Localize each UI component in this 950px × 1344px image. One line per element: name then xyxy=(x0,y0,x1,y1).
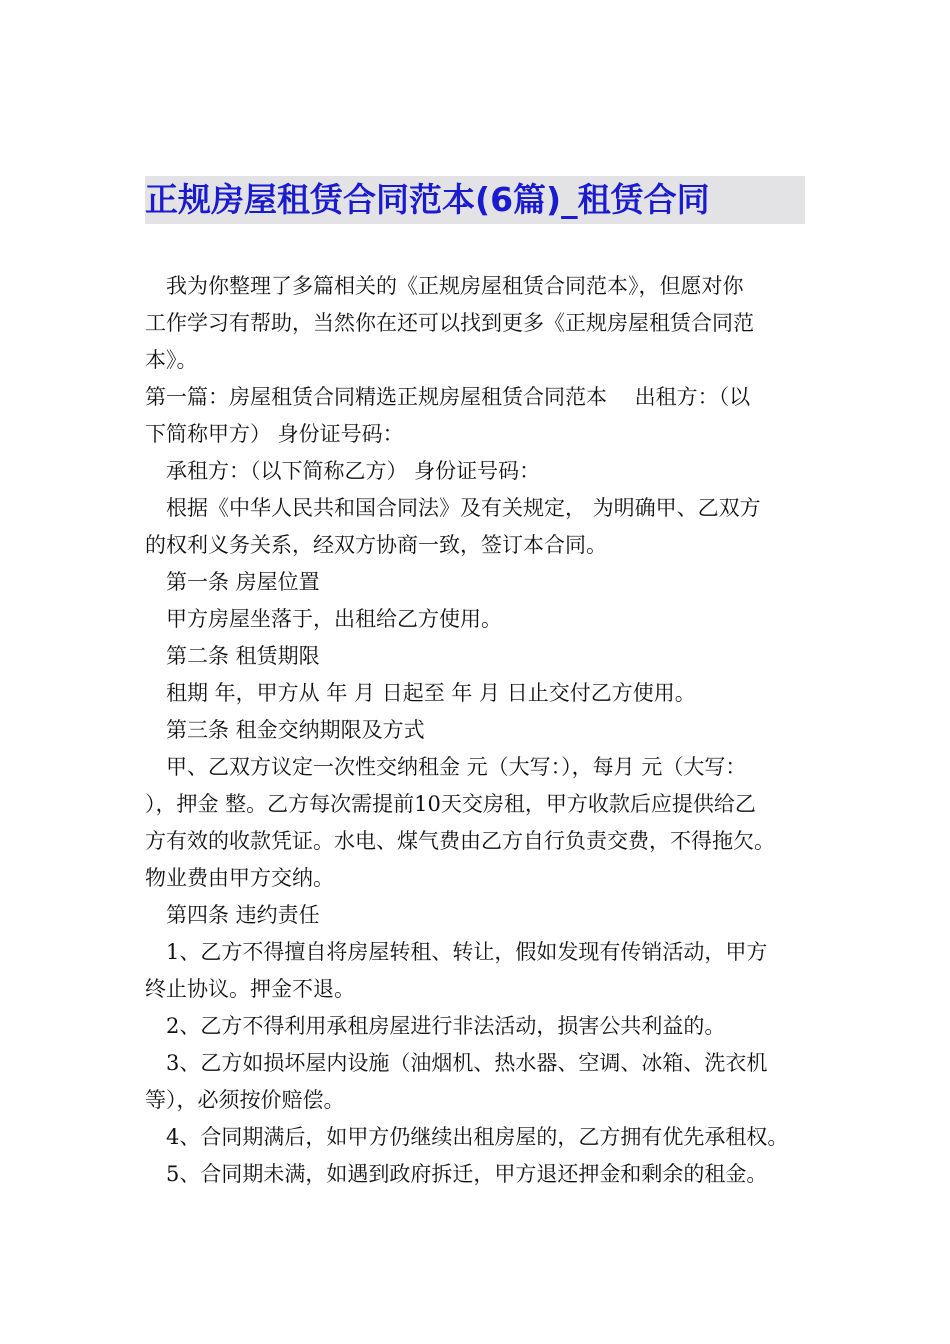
body-line: 承租方：（以下简称乙方） 身份证号码： xyxy=(166,459,541,483)
body-line: 甲方房屋坐落于，出租给乙方使用。 xyxy=(166,607,502,631)
body-line: 终止协议。押金不退。 xyxy=(145,977,355,1001)
body-line: 4、合同期满后，如甲方仍继续出租房屋的，乙方拥有优先承租权。 xyxy=(166,1125,789,1149)
body-line: 第一条 房屋位置 xyxy=(166,570,320,594)
body-line: 甲、乙双方议定一次性交纳租金 元（大写：），每月 元（大写： xyxy=(166,755,747,779)
body-line: 第三条 租金交纳期限及方式 xyxy=(166,718,425,742)
body-line: 第四条 违约责任 xyxy=(166,903,320,927)
body-line: 1、乙方不得擅自将房屋转租、转让，假如发现有传销活动，甲方 xyxy=(166,940,768,964)
body-line: 租期 年，甲方从 年 月 日起至 年 月 日止交付乙方使用。 xyxy=(166,681,696,705)
body-line: 物业费由甲方交纳。 xyxy=(145,866,334,890)
title-highlight xyxy=(145,176,805,224)
body-line: 我为你整理了多篇相关的《正规房屋租赁合同范本》，但愿对你 xyxy=(166,274,744,298)
body-line: 的权利义务关系，经双方协商一致，签订本合同。 xyxy=(145,533,607,557)
document-body xyxy=(145,268,807,1193)
body-line: 根据《中华人民共和国合同法》及有关规定， 为明确甲、乙双方 xyxy=(166,496,761,520)
body-line: 下简称甲方） 身份证号码： xyxy=(145,422,404,446)
body-line: 第一篇：房屋租赁合同精选正规房屋租赁合同范本 出租方：（以 xyxy=(145,385,751,409)
body-line: 本》。 xyxy=(145,348,198,372)
body-line: ），押金 整。乙方每次需提前10天交房租，甲方收款后应提供给乙 xyxy=(145,792,756,816)
document-title: 正规房屋租赁合同范本(6篇)_租赁合同 xyxy=(145,180,710,219)
body-line: 方有效的收款凭证。水电、煤气费由乙方自行负责交费，不得拖欠。 xyxy=(145,829,775,853)
body-line: 5、合同期未满，如遇到政府拆迁，甲方退还押金和剩余的租金。 xyxy=(166,1162,768,1186)
body-line: 第二条 租赁期限 xyxy=(166,644,320,668)
body-line: 等），必须按价赔偿。 xyxy=(145,1088,345,1112)
body-line: 工作学习有帮助，当然你在还可以找到更多《正规房屋租赁合同范 xyxy=(145,311,754,335)
body-line: 2、乙方不得利用承租房屋进行非法活动，损害公共利益的。 xyxy=(166,1014,726,1038)
body-line: 3、乙方如损坏屋内设施（油烟机、热水器、空调、冰箱、洗衣机 xyxy=(166,1051,768,1075)
